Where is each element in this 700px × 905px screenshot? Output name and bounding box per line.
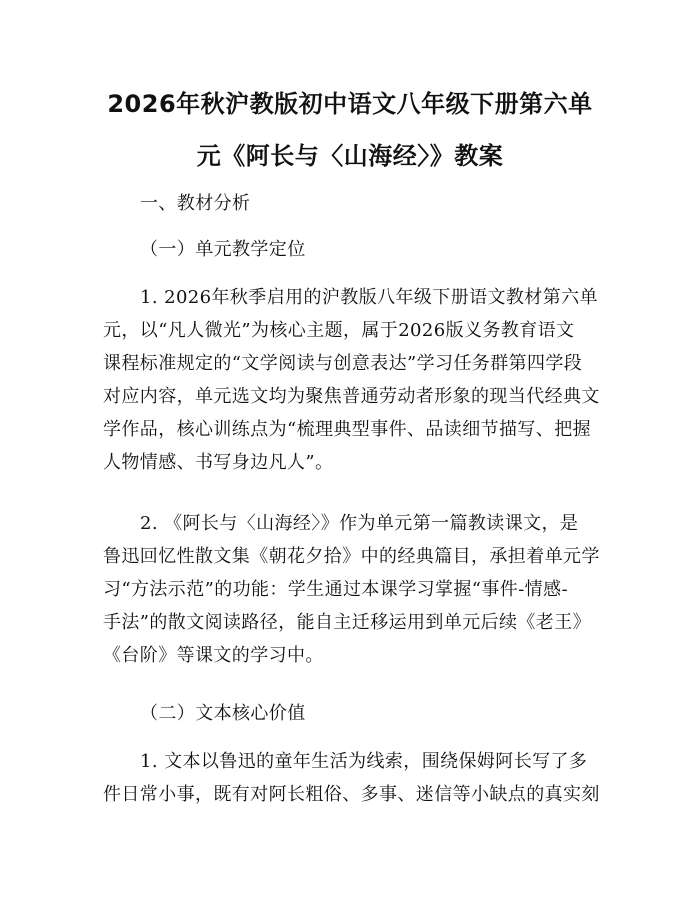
paragraph-line: 课程标准规定的“文学阅读与创意表达”学习任务群第四学段 <box>103 353 583 374</box>
paragraph-line: 人物情感、书写身边凡人”。 <box>103 452 334 473</box>
paragraph-line: 元，以“凡人微光”为核心主题，属于2026版义务教育语文 <box>103 320 575 341</box>
paragraph-line: 1. 文本以鲁迅的童年生活为线索，围绕保姆阿长写了多 <box>140 751 588 772</box>
paragraph-line: 学作品，核心训练点为“梳理典型事件、品读细节描写、把握 <box>103 419 591 440</box>
paragraph-line: 件日常小事，既有对阿长粗俗、多事、迷信等小缺点的真实刻 <box>103 784 600 805</box>
paragraph-line: 鲁迅回忆性散文集《朝花夕拾》中的经典篇目，承担着单元学 <box>103 546 600 567</box>
section-heading-analysis: 一、教材分析 <box>140 193 251 214</box>
paragraph-line: 1. 2026年秋季启用的沪教版八年级下册语文教材第六单 <box>140 287 598 308</box>
subsection-heading-core-value: （二）文本核心价值 <box>140 703 306 724</box>
subsection-heading-unit-positioning: （一）单元教学定位 <box>140 239 306 260</box>
document-title-line-2: 元《阿长与〈山海经〉》教案 <box>196 142 504 170</box>
paragraph-line: 手法”的散文阅读路径，能自主迁移运用到单元后续《老王》 <box>103 612 591 633</box>
paragraph-line: 《台阶》等课文的学习中。 <box>103 645 324 666</box>
paragraph-line: 对应内容，单元选文均为聚焦普通劳动者形象的现当代经典文 <box>103 386 600 407</box>
paragraph-line: 2. 《阿长与〈山海经〉》作为单元第一篇教读课文，是 <box>140 513 579 534</box>
document-title-line-1: 2026年秋沪教版初中语文八年级下册第六单 <box>107 90 593 118</box>
paragraph-line: 习“方法示范”的功能：学生通过本课学习掌握“事件-情感- <box>103 579 568 600</box>
